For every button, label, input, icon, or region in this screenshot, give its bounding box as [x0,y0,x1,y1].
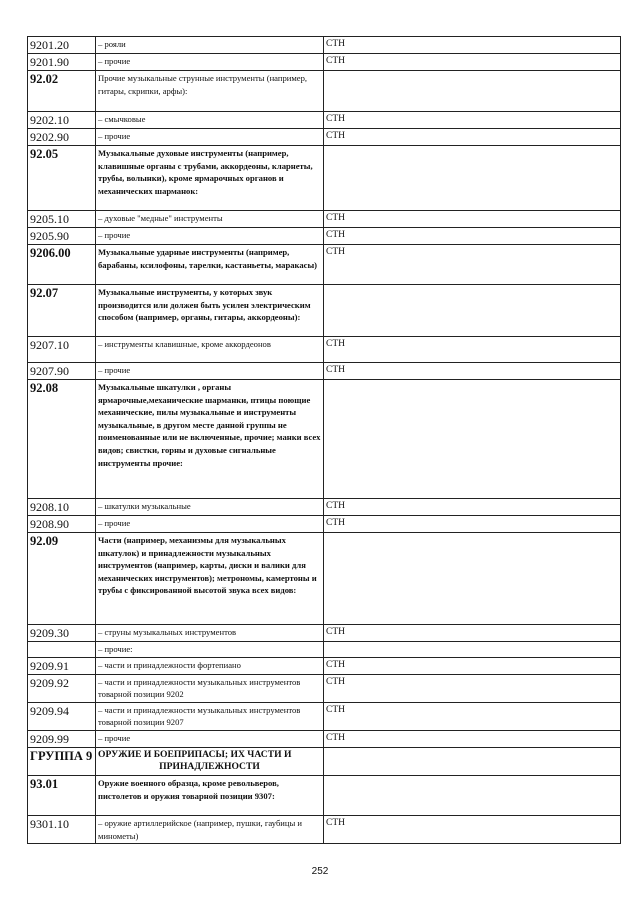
code-cell: 9206.00 [28,245,96,285]
table-body [28,37,621,844]
table-row [28,702,621,730]
standard-cell: СТН [324,657,621,674]
description-cell: – оружие артиллерийское (например, пушки, гаубицы и минометы) [96,815,324,843]
standard-cell [324,146,621,211]
table-row [28,228,621,245]
code-cell: 92.02 [28,71,96,112]
description-cell: – рояли [96,37,324,54]
code-cell: 92.08 [28,380,96,499]
code-cell: 92.09 [28,533,96,625]
code-cell: 9201.90 [28,54,96,71]
table-row [28,71,621,112]
description-cell: – прочие [96,54,324,71]
table-row [28,815,621,843]
code-cell: 9202.90 [28,129,96,146]
description-cell: – прочие [96,516,324,533]
table-row [28,54,621,71]
code-cell: 9208.90 [28,516,96,533]
description-cell: – части и принадлежности фортепиано [96,657,324,674]
standard-cell: СТН [324,674,621,702]
standard-cell [324,380,621,499]
standard-cell [324,533,621,625]
table-row [28,146,621,211]
standard-cell: СТН [324,815,621,843]
code-cell: 9209.99 [28,730,96,747]
code-cell: 9202.10 [28,112,96,129]
standard-cell: СТН [324,211,621,228]
description-cell: Оружие военного образца, кроме револьверов, пистолетов и оружия товарной позиции 9307: [96,775,324,815]
description-cell: – инструменты клавишные, кроме аккордеонов [96,337,324,363]
standard-cell: СТН [324,228,621,245]
standard-cell: СТН [324,730,621,747]
table-row [28,380,621,499]
standard-cell: СТН [324,54,621,71]
code-cell: 9205.10 [28,211,96,228]
code-cell: 9209.94 [28,702,96,730]
code-cell: 92.05 [28,146,96,211]
standard-cell [324,642,621,658]
description-cell [96,747,324,775]
standard-cell [324,285,621,337]
code-cell: 9207.90 [28,363,96,380]
code-cell: 9209.91 [28,657,96,674]
heading-line-2: ПРИНАДЛЕЖНОСТИ [159,761,260,773]
table-row [28,337,621,363]
description-cell: Музыкальные духовые инструменты (например, клавишные органы с трубами, аккордеоны, кларнеты, трубы, волынки), кроме ярмарочных органов и механических шарманок: [96,146,324,211]
table-row [28,499,621,516]
code-cell: 9209.30 [28,625,96,642]
group-heading-row [28,747,621,775]
standard-cell: СТН [324,129,621,146]
table-row [28,642,621,658]
description-cell: – смычковые [96,112,324,129]
table-row [28,533,621,625]
standard-cell: СТН [324,499,621,516]
standard-cell: СТН [324,363,621,380]
table-row [28,516,621,533]
description-cell: – струны музыкальных инструментов [96,625,324,642]
table-row [28,730,621,747]
standard-cell: СТН [324,245,621,285]
description-cell: Музыкальные инструменты, у которых звук производится или должен быть усилен электрическим способом (например, органы, гитары, аккордеоны): [96,285,324,337]
description-cell: – шкатулки музыкальные [96,499,324,516]
code-cell: 93.01 [28,775,96,815]
description-cell: Музыкальные шкатулки , органы ярмарочные,механические шарманки, птицы поющие механические, пилы музыкальные и инструменты музыкальные, в другом месте данной группы не поименованные или не включенные, прочие; манки всех видов; свистки, горны и духовые сигнальные инструменты прочие: [96,380,324,499]
description-cell: – прочие [96,363,324,380]
table-row [28,625,621,642]
standard-cell: СТН [324,516,621,533]
standard-cell: СТН [324,112,621,129]
standard-cell: СТН [324,337,621,363]
table-row [28,674,621,702]
code-cell [28,642,96,658]
table-row [28,245,621,285]
description-cell: Прочие музыкальные струнные инструменты (например, гитары, скрипки, арфы): [96,71,324,112]
description-cell: – духовые "медные" инструменты [96,211,324,228]
standard-cell: СТН [324,702,621,730]
standard-cell [324,747,621,775]
table-row [28,211,621,228]
code-cell: 9209.92 [28,674,96,702]
code-cell: ГРУППА 9 [28,747,96,775]
description-cell: – прочие [96,129,324,146]
description-cell: – части и принадлежности музыкальных инструментов товарной позиции 9202 [96,674,324,702]
code-cell: 9208.10 [28,499,96,516]
standard-cell [324,71,621,112]
description-cell: Части (например, механизмы для музыкальных шкатулок) и принадлежности музыкальных инструментов (например, карты, диски и валики для механических инструментов); метрономы, камертоны и трубы с фиксированной высотой звука всех видов: [96,533,324,625]
code-cell: 9205.90 [28,228,96,245]
description-cell: Музыкальные ударные инструменты (например, барабаны, ксилофоны, тарелки, кастаньеты, маракасы) [96,245,324,285]
description-cell: – части и принадлежности музыкальных инструментов товарной позиции 9207 [96,702,324,730]
standard-cell: СТН [324,37,621,54]
code-cell: 9301.10 [28,815,96,843]
code-cell: 9201.20 [28,37,96,54]
table-row [28,112,621,129]
description-cell: – прочие [96,730,324,747]
table-row [28,285,621,337]
description-cell: – прочие [96,228,324,245]
standard-cell: СТН [324,625,621,642]
classification-table [27,36,621,844]
code-cell: 92.07 [28,285,96,337]
heading-line-1: ОРУЖИЕ И БОЕПРИПАСЫ; ИХ ЧАСТИ И [98,748,292,760]
page-number: 252 [311,866,329,877]
code-cell: 9207.10 [28,337,96,363]
table-row [28,37,621,54]
description-cell: – прочие: [96,642,324,658]
table-row [28,775,621,815]
table-row [28,363,621,380]
standard-cell [324,775,621,815]
table-row [28,129,621,146]
table-row [28,657,621,674]
